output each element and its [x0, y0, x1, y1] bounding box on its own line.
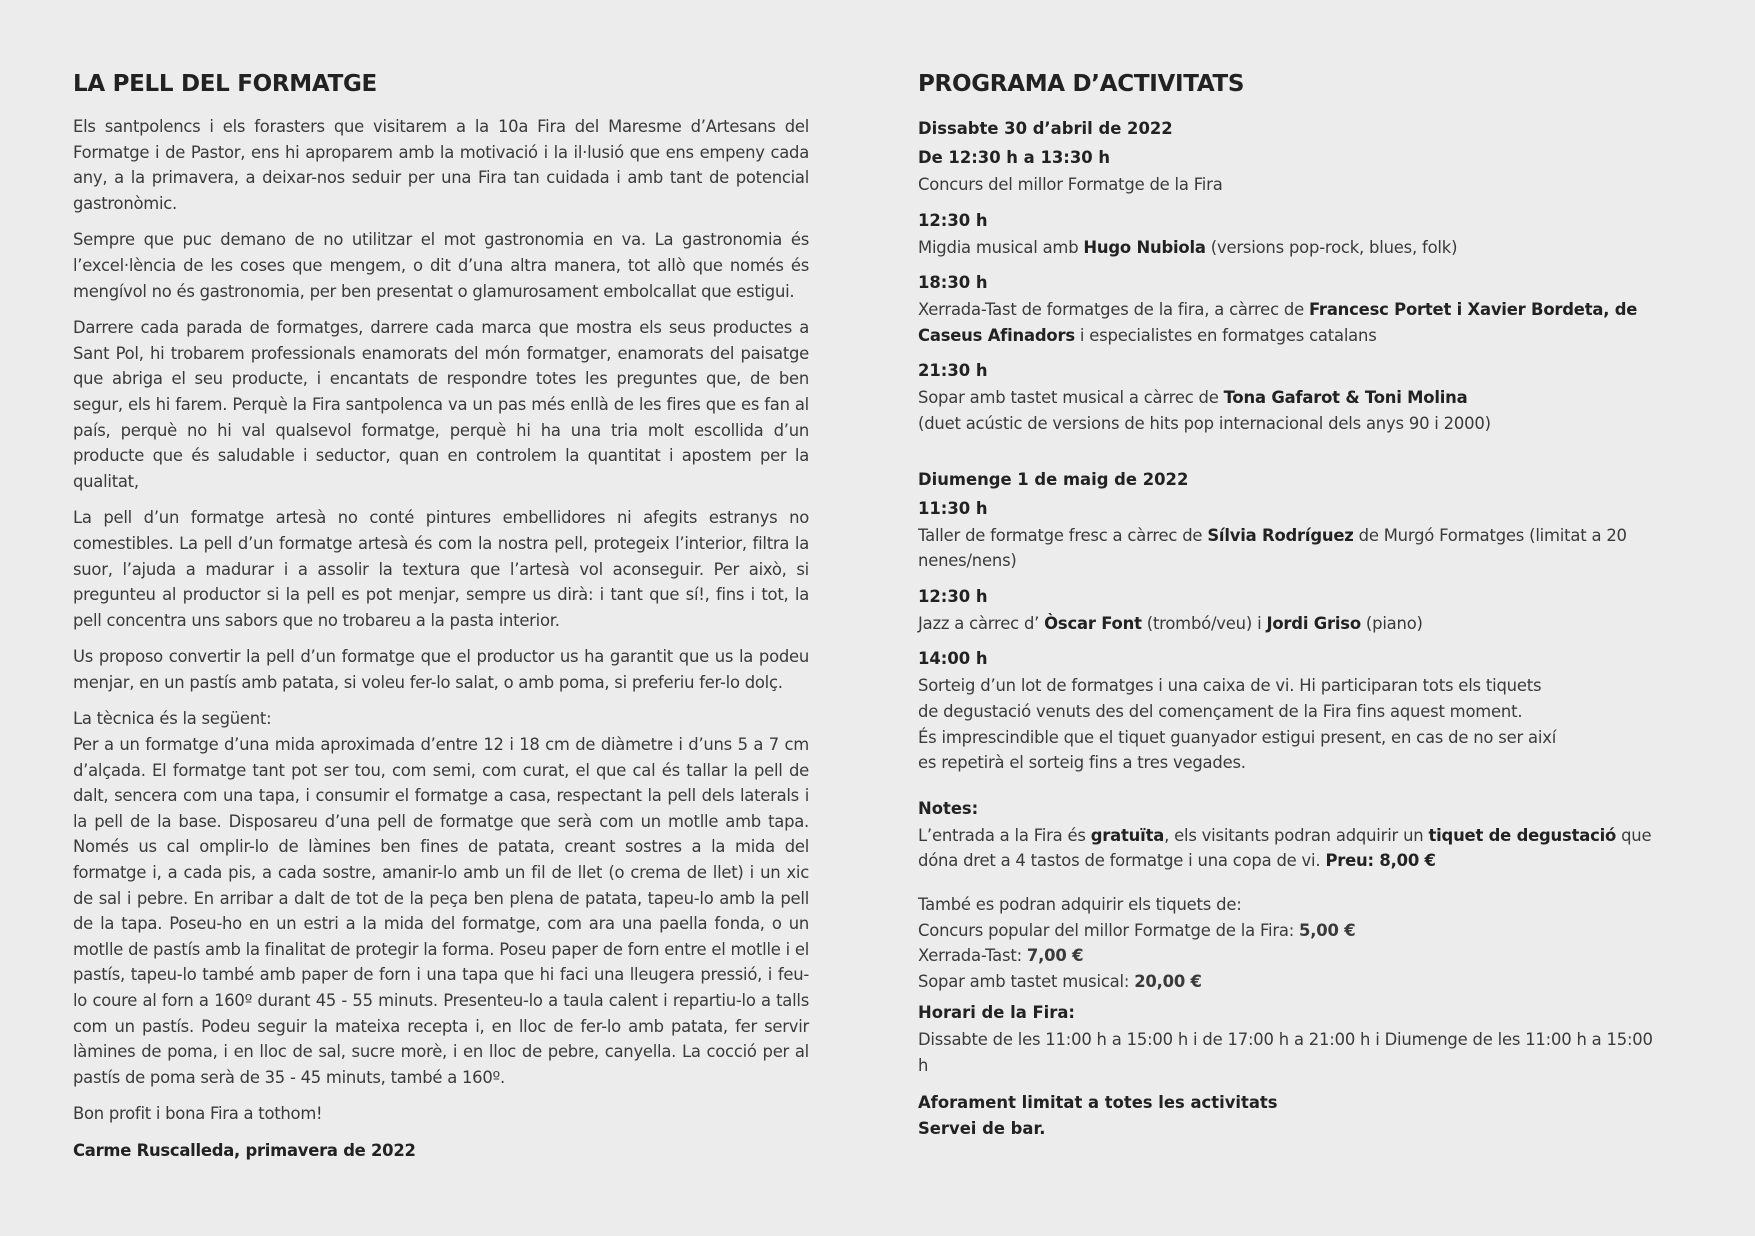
signature: Carme Ruscalleda, primavera de 2022	[73, 1140, 416, 1160]
activity-time: 12:30 h	[918, 210, 988, 230]
activity-text: Xerrada-Tast de formatges de la fira, a càrrec de	[918, 300, 1309, 320]
ticket-price: 20,00 €	[1134, 971, 1202, 991]
technique-text: Per a un formatge d’una mida aproximada d’entre 12 i 18 cm de diàmetre i d’uns 5 a 7 cm d’alçada. El formatge tant pot ser tou, com semi, com curat, el que cal és tallar la pell de dalt, sencera com una tapa, i consumir el formatge a casa, respectant la pell dels laterals i la pell de la base. Disposareu d’una pell de formatge que serà com un motlle amb tapa. Només us cal omplir-lo de làmines ben fines de patata, creant sostres a la mida del formatge i, a cada pis, a cada sostre, amanir-lo amb un fil de llet (o crema de llet) i un xic de sal i pebre. En arribar a dalt de tot de la peça ben plena de patata, tapeu-lo amb la pell de la tapa. Poseu-ho en un estri a la mida del formatge, com ara una paella fonda, o un motlle de pastís amb la finalitat de protegir la forma. Poseu paper de forn entre el motlle i el pastís, tapeu-lo també amb paper de forn i una tapa que hi faci una lleugera pressió, i feu-lo coure al forn a 160º durant 45 - 55 minuts. Presenteu-lo a taula calent i repartiu-lo a talls com un pastís. Podeu seguir la mateixa recepta i, en lloc de fer-lo amb patata, fer servir làmines de poma, i en lloc de sal, sucre morè, i en lloc de pebre, canyella. La cocció per al pastís de poma serà de 35 - 45 minuts, també a 160º.	[73, 735, 809, 1087]
article-paragraph: Sempre que puc demano de no utilitzar el mot gastronomia en va. La gastronomia és l’excel·lència de les coses que mengem, o dit d’una altra manera, tot allò que només és mengívol no és gastronomia, per ben presentat o glamurosament embolcallat que estigui.	[73, 230, 809, 301]
activity-time: 18:30 h	[918, 273, 988, 293]
day-heading: Diumenge 1 de maig de 2022	[918, 469, 1189, 489]
activity-text: (trombó/veu) i	[1141, 613, 1267, 633]
ticket-line	[918, 943, 1660, 969]
performer-name: Òscar Font	[1044, 613, 1142, 633]
ticket-price: 7,00 €	[1026, 946, 1084, 966]
article-paragraph: Darrere cada parada de formatges, darrere cada marca que mostra els seus productes a Sant Pol, hi trobarem professionals enamorats del món formatger, enamorats del paisatge que abriga el seu producte, i encantats de respondre totes les preguntes que, de ben segur, els hi farem. Perquè la Fira santpolenca va un pas més enllà de les fires que es fan al país, perquè no hi val qualsevol formatge, perquè hi ha una tria molt escollida d’un producte que és saludable i seductor, quan en controlem la quantitat i apostem per la qualitat,	[73, 318, 809, 491]
ticket-price: 5,00 €	[1299, 920, 1356, 940]
activity-text: de degustació venuts des del començament de la Fira fins aquest moment.	[918, 701, 1523, 721]
activity-time: 11:30 h	[918, 498, 988, 518]
activity-text: (versions pop-rock, blues, folk)	[1205, 237, 1458, 257]
notes-fragment: que dóna dret a 4 tastos de formatge i una copa de vi.	[918, 825, 1652, 871]
activity-time: 12:30 h	[918, 586, 988, 606]
activity-text: (piano)	[1360, 613, 1423, 633]
technique-paragraph	[73, 706, 809, 1090]
activity-text: Sorteig d’un lot de formatges i una caixa de vi. Hi participaran tots els tiquets	[918, 676, 1542, 696]
ticket-label: Xerrada-Tast:	[918, 946, 1027, 966]
capacity-note: Aforament limitat a totes les activitats	[918, 1093, 1278, 1113]
activity-text: de Murgó Formatges (limitat a 20 nenes/nens)	[918, 525, 1627, 571]
activity-text: Concurs del millor Formatge de la Fira	[918, 175, 1223, 194]
notes-fragment: L’entrada a la Fira és	[918, 825, 1091, 845]
ticket-price: Preu: 8,00 €	[1325, 851, 1436, 871]
notes-fragment: , els visitants podran adquirir un	[1164, 825, 1429, 845]
activity-time: 14:00 h	[918, 649, 988, 669]
activity-description	[918, 673, 1660, 775]
program-column	[918, 66, 1660, 1142]
ticket-line	[918, 918, 1660, 944]
activity-time: De 12:30 h a 13:30 h	[918, 148, 1110, 167]
ticket-label: Concurs popular del millor Formatge de la Fira:	[918, 920, 1300, 940]
activity-text: i especialistes en formatges catalans	[1074, 325, 1377, 345]
activity-text: És imprescindible que el tiquet guanyador estigui present, en cas de no ser així	[918, 727, 1557, 747]
activity-text: Jazz a càrrec d’	[918, 613, 1045, 633]
ticket-line	[918, 969, 1660, 995]
activity-description	[918, 297, 1660, 348]
article-title: LA PELL DEL FORMATGE	[73, 71, 377, 97]
activity-description	[918, 523, 1660, 574]
activity-text: Sopar amb tastet musical a càrrec de	[918, 388, 1224, 408]
day-heading: Dissabte 30 d’abril de 2022	[918, 119, 1173, 138]
activity-description	[918, 235, 1660, 261]
activity-text: Migdia musical amb	[918, 237, 1084, 257]
article-paragraph: La pell d’un formatge artesà no conté pintures embellidores ni afegits estranys no comestibles. La pell d’un formatge artesà és com la nostra pell, protegeix l’interior, filtra la suor, l’ajuda a madurar i a assolir la textura que l’artesà vol aconseguir. Per això, si pregunteu al productor si la pell es pot menjar, sempre us dirà: i tant que sí!, fins i tot, la pell concentra uns sabors que no trobareu a la pasta interior.	[73, 508, 809, 630]
activity-text: es repetirà el sorteig fins a tres vegades.	[918, 753, 1246, 773]
article-paragraph: Us proposo convertir la pell d’un formatge que el productor us ha garantit que us la podeu menjar, en un pastís amb patata, si voleu fer-lo salat, o amb poma, si preferiu fer-lo dolç.	[73, 647, 809, 692]
performer-name: Jordi Griso	[1266, 613, 1361, 633]
technique-intro: La tècnica és la següent:	[73, 709, 272, 729]
bar-note: Servei de bar.	[918, 1119, 1046, 1139]
activity-description	[918, 385, 1660, 436]
activity-text: (duet acústic de versions de hits pop internacional dels anys 90 i 2000)	[918, 413, 1491, 433]
activity-text: Taller de formatge fresc a càrrec de	[918, 525, 1208, 545]
activity-description	[918, 172, 1660, 198]
ticket-label: Sopar amb tastet musical:	[918, 971, 1135, 991]
article-column	[73, 66, 809, 1175]
notes-fragment: tiquet de degustació	[1428, 825, 1617, 845]
performer-name: Francesc Portet i Xavier Bordeta, de Caseus Afinadors	[918, 300, 1638, 345]
performer-name: Tona Gafarot & Toni Molina	[1223, 388, 1468, 408]
closing-line: Bon profit i bona Fira a tothom!	[73, 1104, 323, 1124]
activity-description	[918, 611, 1660, 637]
performer-name: Hugo Nubiola	[1083, 237, 1206, 257]
program-title: PROGRAMA D’ACTIVITATS	[918, 71, 1245, 97]
tickets-intro: També es podran adquirir els tiquets de:	[918, 894, 1242, 914]
activity-time: 21:30 h	[918, 361, 988, 381]
notes-fragment: gratuïta	[1090, 825, 1165, 845]
article-paragraph: Els santpolencs i els forasters que visitarem a la 10a Fira del Maresme d’Artesans del Formatge i de Pastor, ens hi aproparem amb la motivació i la il·lusió que ens empeny cada any, a la primavera, a deixar-nos seduir per una Fira tan cuidada i amb tant de potencial gastronòmic.	[73, 117, 809, 213]
notes-text	[918, 823, 1660, 874]
notes-heading: Notes:	[918, 798, 979, 818]
hours-text: Dissabte de les 11:00 h a 15:00 h i de 17:00 h a 21:00 h i Diumenge de les 11:00 h a 15:00 h	[918, 1030, 1653, 1075]
performer-name: Sílvia Rodríguez	[1207, 525, 1354, 545]
hours-heading: Horari de la Fira:	[918, 1003, 1075, 1023]
